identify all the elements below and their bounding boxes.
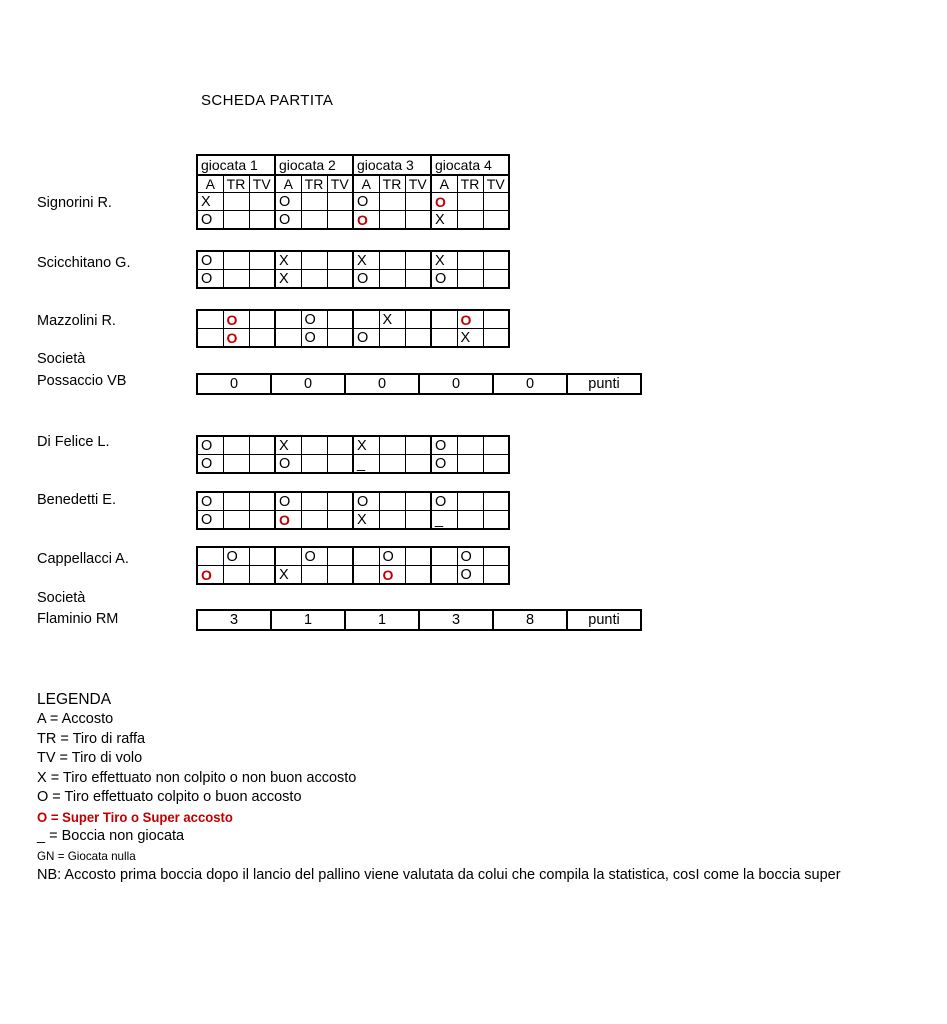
- mark-cell: X: [275, 436, 301, 455]
- mark-cell: [327, 310, 353, 329]
- mark-cell: [275, 547, 301, 566]
- score-grid: [196, 435, 510, 474]
- mark-cell: [353, 547, 379, 566]
- punti-label-cell: punti: [567, 374, 641, 394]
- mark-cell: [327, 251, 353, 270]
- mark-cell: X: [457, 329, 483, 348]
- mark-cell: O: [379, 547, 405, 566]
- mark-cell: O: [197, 492, 223, 511]
- points-cell: 8: [493, 610, 567, 630]
- punti-label-cell: punti: [567, 610, 641, 630]
- points-cell: 3: [419, 610, 493, 630]
- shot-type-header: TV: [483, 175, 509, 193]
- mark-cell: [301, 566, 327, 585]
- mark-cell: [405, 310, 431, 329]
- team-name-label: Società: [37, 351, 86, 367]
- mark-cell: [223, 270, 249, 289]
- mark-cell: [327, 436, 353, 455]
- mark-cell: X: [197, 193, 223, 211]
- player-name-label: Cappellacci A.: [37, 551, 129, 567]
- mark-cell: [223, 193, 249, 211]
- legend-line: A = Accosto: [37, 711, 114, 727]
- legend-line: NB: Accosto prima boccia dopo il lancio del pallino viene valutata da colui che compila la statistica, cosI come la boccia super: [37, 867, 841, 883]
- mark-cell: O: [197, 511, 223, 530]
- points-cell: 0: [493, 374, 567, 394]
- mark-cell: [301, 511, 327, 530]
- mark-cell: [431, 547, 457, 566]
- mark-cell: [249, 511, 275, 530]
- mark-cell: [301, 492, 327, 511]
- mark-cell: O: [223, 547, 249, 566]
- mark-cell: O: [275, 511, 301, 530]
- mark-cell: X: [353, 251, 379, 270]
- mark-cell: [405, 436, 431, 455]
- points-row: [196, 609, 642, 631]
- mark-cell: O: [275, 455, 301, 474]
- mark-cell: [301, 455, 327, 474]
- legend: [37, 689, 927, 886]
- mark-cell: X: [353, 436, 379, 455]
- mark-cell: [457, 492, 483, 511]
- mark-cell: X: [275, 566, 301, 585]
- legend-line: O = Tiro effettuato colpito o buon accosto: [37, 789, 302, 805]
- mark-cell: [197, 310, 223, 329]
- mark-cell: [327, 492, 353, 511]
- mark-cell: [483, 436, 509, 455]
- mark-cell: [327, 566, 353, 585]
- player-name-label: Mazzolini R.: [37, 313, 116, 329]
- mark-cell: _: [353, 455, 379, 474]
- page-title: SCHEDA PARTITA: [201, 92, 334, 109]
- mark-cell: [249, 566, 275, 585]
- mark-cell: [457, 251, 483, 270]
- mark-cell: O: [431, 492, 457, 511]
- mark-cell: [249, 492, 275, 511]
- mark-cell: O: [197, 251, 223, 270]
- shot-type-header: A: [197, 175, 223, 193]
- mark-cell: [431, 329, 457, 348]
- shot-type-header: A: [275, 175, 301, 193]
- mark-cell: [249, 193, 275, 211]
- mark-cell: [275, 329, 301, 348]
- shot-type-header: A: [353, 175, 379, 193]
- mark-cell: [483, 310, 509, 329]
- legend-heading: LEGENDA: [37, 691, 112, 708]
- mark-cell: [327, 511, 353, 530]
- shot-type-header: TR: [457, 175, 483, 193]
- mark-cell: [301, 270, 327, 289]
- mark-cell: [379, 251, 405, 270]
- legend-line: _ = Boccia non giocata: [37, 828, 185, 844]
- mark-cell: [431, 310, 457, 329]
- points-cell: 0: [271, 374, 345, 394]
- mark-cell: O: [457, 547, 483, 566]
- mark-cell: [353, 310, 379, 329]
- mark-cell: [379, 270, 405, 289]
- mark-cell: [327, 329, 353, 348]
- player-name-label: Benedetti E.: [37, 492, 116, 508]
- mark-cell: [483, 251, 509, 270]
- mark-cell: [405, 193, 431, 211]
- mark-cell: O: [353, 270, 379, 289]
- mark-cell: [379, 329, 405, 348]
- legend-line: TR = Tiro di raffa: [37, 730, 146, 747]
- mark-cell: [301, 251, 327, 270]
- points-cell: 0: [419, 374, 493, 394]
- score-grid: [196, 250, 510, 289]
- mark-cell: [483, 511, 509, 530]
- mark-cell: [353, 566, 379, 585]
- mark-cell: X: [275, 251, 301, 270]
- giocata-header: giocata 2: [275, 155, 353, 175]
- mark-cell: O: [431, 455, 457, 474]
- mark-cell: [379, 436, 405, 455]
- mark-cell: [405, 566, 431, 585]
- shot-type-header: TR: [223, 175, 249, 193]
- mark-cell: O: [301, 310, 327, 329]
- legend-line: O = Super Tiro o Super accosto: [37, 809, 233, 825]
- mark-cell: [457, 211, 483, 230]
- player-name-label: Signorini R.: [37, 195, 112, 211]
- mark-cell: O: [431, 270, 457, 289]
- mark-cell: [327, 270, 353, 289]
- mark-cell: [379, 193, 405, 211]
- mark-cell: [483, 566, 509, 585]
- points-cell: 3: [197, 610, 271, 630]
- shot-type-header: A: [431, 175, 457, 193]
- mark-cell: O: [301, 329, 327, 348]
- mark-cell: [457, 511, 483, 530]
- mark-cell: [405, 270, 431, 289]
- mark-cell: O: [353, 211, 379, 230]
- mark-cell: O: [431, 193, 457, 211]
- team-name-label: Flaminio RM: [37, 611, 119, 627]
- points-cell: 0: [197, 374, 271, 394]
- mark-cell: [223, 251, 249, 270]
- mark-cell: [249, 547, 275, 566]
- mark-cell: [301, 436, 327, 455]
- mark-cell: O: [353, 492, 379, 511]
- mark-cell: X: [431, 251, 457, 270]
- mark-cell: [379, 211, 405, 230]
- mark-cell: [301, 211, 327, 230]
- mark-cell: [223, 492, 249, 511]
- mark-cell: [405, 547, 431, 566]
- mark-cell: O: [197, 455, 223, 474]
- mark-cell: O: [457, 566, 483, 585]
- mark-cell: X: [379, 310, 405, 329]
- mark-cell: [379, 511, 405, 530]
- points-cell: 0: [345, 374, 419, 394]
- mark-cell: _: [431, 511, 457, 530]
- mark-cell: [405, 211, 431, 230]
- mark-cell: [249, 310, 275, 329]
- mark-cell: [405, 251, 431, 270]
- giocata-header: giocata 3: [353, 155, 431, 175]
- points-cell: 1: [271, 610, 345, 630]
- mark-cell: [483, 492, 509, 511]
- mark-cell: [223, 211, 249, 230]
- mark-cell: [483, 211, 509, 230]
- mark-cell: [457, 270, 483, 289]
- mark-cell: [327, 193, 353, 211]
- mark-cell: [483, 193, 509, 211]
- mark-cell: [405, 329, 431, 348]
- mark-cell: [327, 455, 353, 474]
- mark-cell: O: [197, 270, 223, 289]
- mark-cell: [197, 547, 223, 566]
- mark-cell: O: [353, 193, 379, 211]
- mark-cell: [249, 211, 275, 230]
- mark-cell: [457, 193, 483, 211]
- score-grid: [196, 546, 510, 585]
- legend-line: X = Tiro effettuato non colpito o non buon accosto: [37, 769, 357, 786]
- mark-cell: O: [223, 310, 249, 329]
- score-grid: [196, 309, 510, 348]
- mark-cell: X: [275, 270, 301, 289]
- mark-cell: [301, 193, 327, 211]
- shot-type-header: TR: [379, 175, 405, 193]
- mark-cell: [405, 511, 431, 530]
- shot-type-header: TV: [249, 175, 275, 193]
- giocata-header: giocata 4: [431, 155, 509, 175]
- mark-cell: [327, 211, 353, 230]
- mark-cell: O: [301, 547, 327, 566]
- mark-cell: [483, 329, 509, 348]
- legend-line: TV = Tiro di volo: [37, 750, 143, 766]
- legend-line: GN = Giocata nulla: [37, 848, 136, 863]
- mark-cell: [223, 436, 249, 455]
- mark-cell: O: [223, 329, 249, 348]
- mark-cell: [327, 547, 353, 566]
- mark-cell: O: [275, 211, 301, 230]
- mark-cell: [483, 455, 509, 474]
- mark-cell: [457, 455, 483, 474]
- mark-cell: O: [353, 329, 379, 348]
- mark-cell: [457, 436, 483, 455]
- mark-cell: O: [379, 566, 405, 585]
- mark-cell: X: [353, 511, 379, 530]
- mark-cell: [249, 436, 275, 455]
- mark-cell: [249, 270, 275, 289]
- mark-cell: [405, 455, 431, 474]
- mark-cell: [249, 251, 275, 270]
- mark-cell: [379, 455, 405, 474]
- team-name-label: Società: [37, 590, 86, 606]
- mark-cell: [379, 492, 405, 511]
- mark-cell: [405, 492, 431, 511]
- mark-cell: O: [197, 211, 223, 230]
- mark-cell: [223, 455, 249, 474]
- mark-cell: [249, 455, 275, 474]
- mark-cell: O: [197, 436, 223, 455]
- points-row: [196, 373, 642, 395]
- mark-cell: [223, 511, 249, 530]
- shot-type-header: TR: [301, 175, 327, 193]
- mark-cell: [249, 329, 275, 348]
- mark-cell: O: [431, 436, 457, 455]
- shot-type-header: TV: [405, 175, 431, 193]
- mark-cell: O: [457, 310, 483, 329]
- mark-cell: [431, 566, 457, 585]
- score-grid: [196, 491, 510, 530]
- giocata-header: giocata 1: [197, 155, 275, 175]
- mark-cell: [223, 566, 249, 585]
- mark-cell: X: [431, 211, 457, 230]
- mark-cell: O: [197, 566, 223, 585]
- mark-cell: [483, 270, 509, 289]
- mark-cell: [197, 329, 223, 348]
- mark-cell: O: [275, 193, 301, 211]
- team-name-label: Possaccio VB: [37, 373, 127, 389]
- player-name-label: Scicchitano G.: [37, 255, 131, 271]
- player-name-label: Di Felice L.: [37, 434, 110, 450]
- mark-cell: O: [275, 492, 301, 511]
- mark-cell: [275, 310, 301, 329]
- score-grid: [196, 154, 510, 230]
- mark-cell: [483, 547, 509, 566]
- points-cell: 1: [345, 610, 419, 630]
- shot-type-header: TV: [327, 175, 353, 193]
